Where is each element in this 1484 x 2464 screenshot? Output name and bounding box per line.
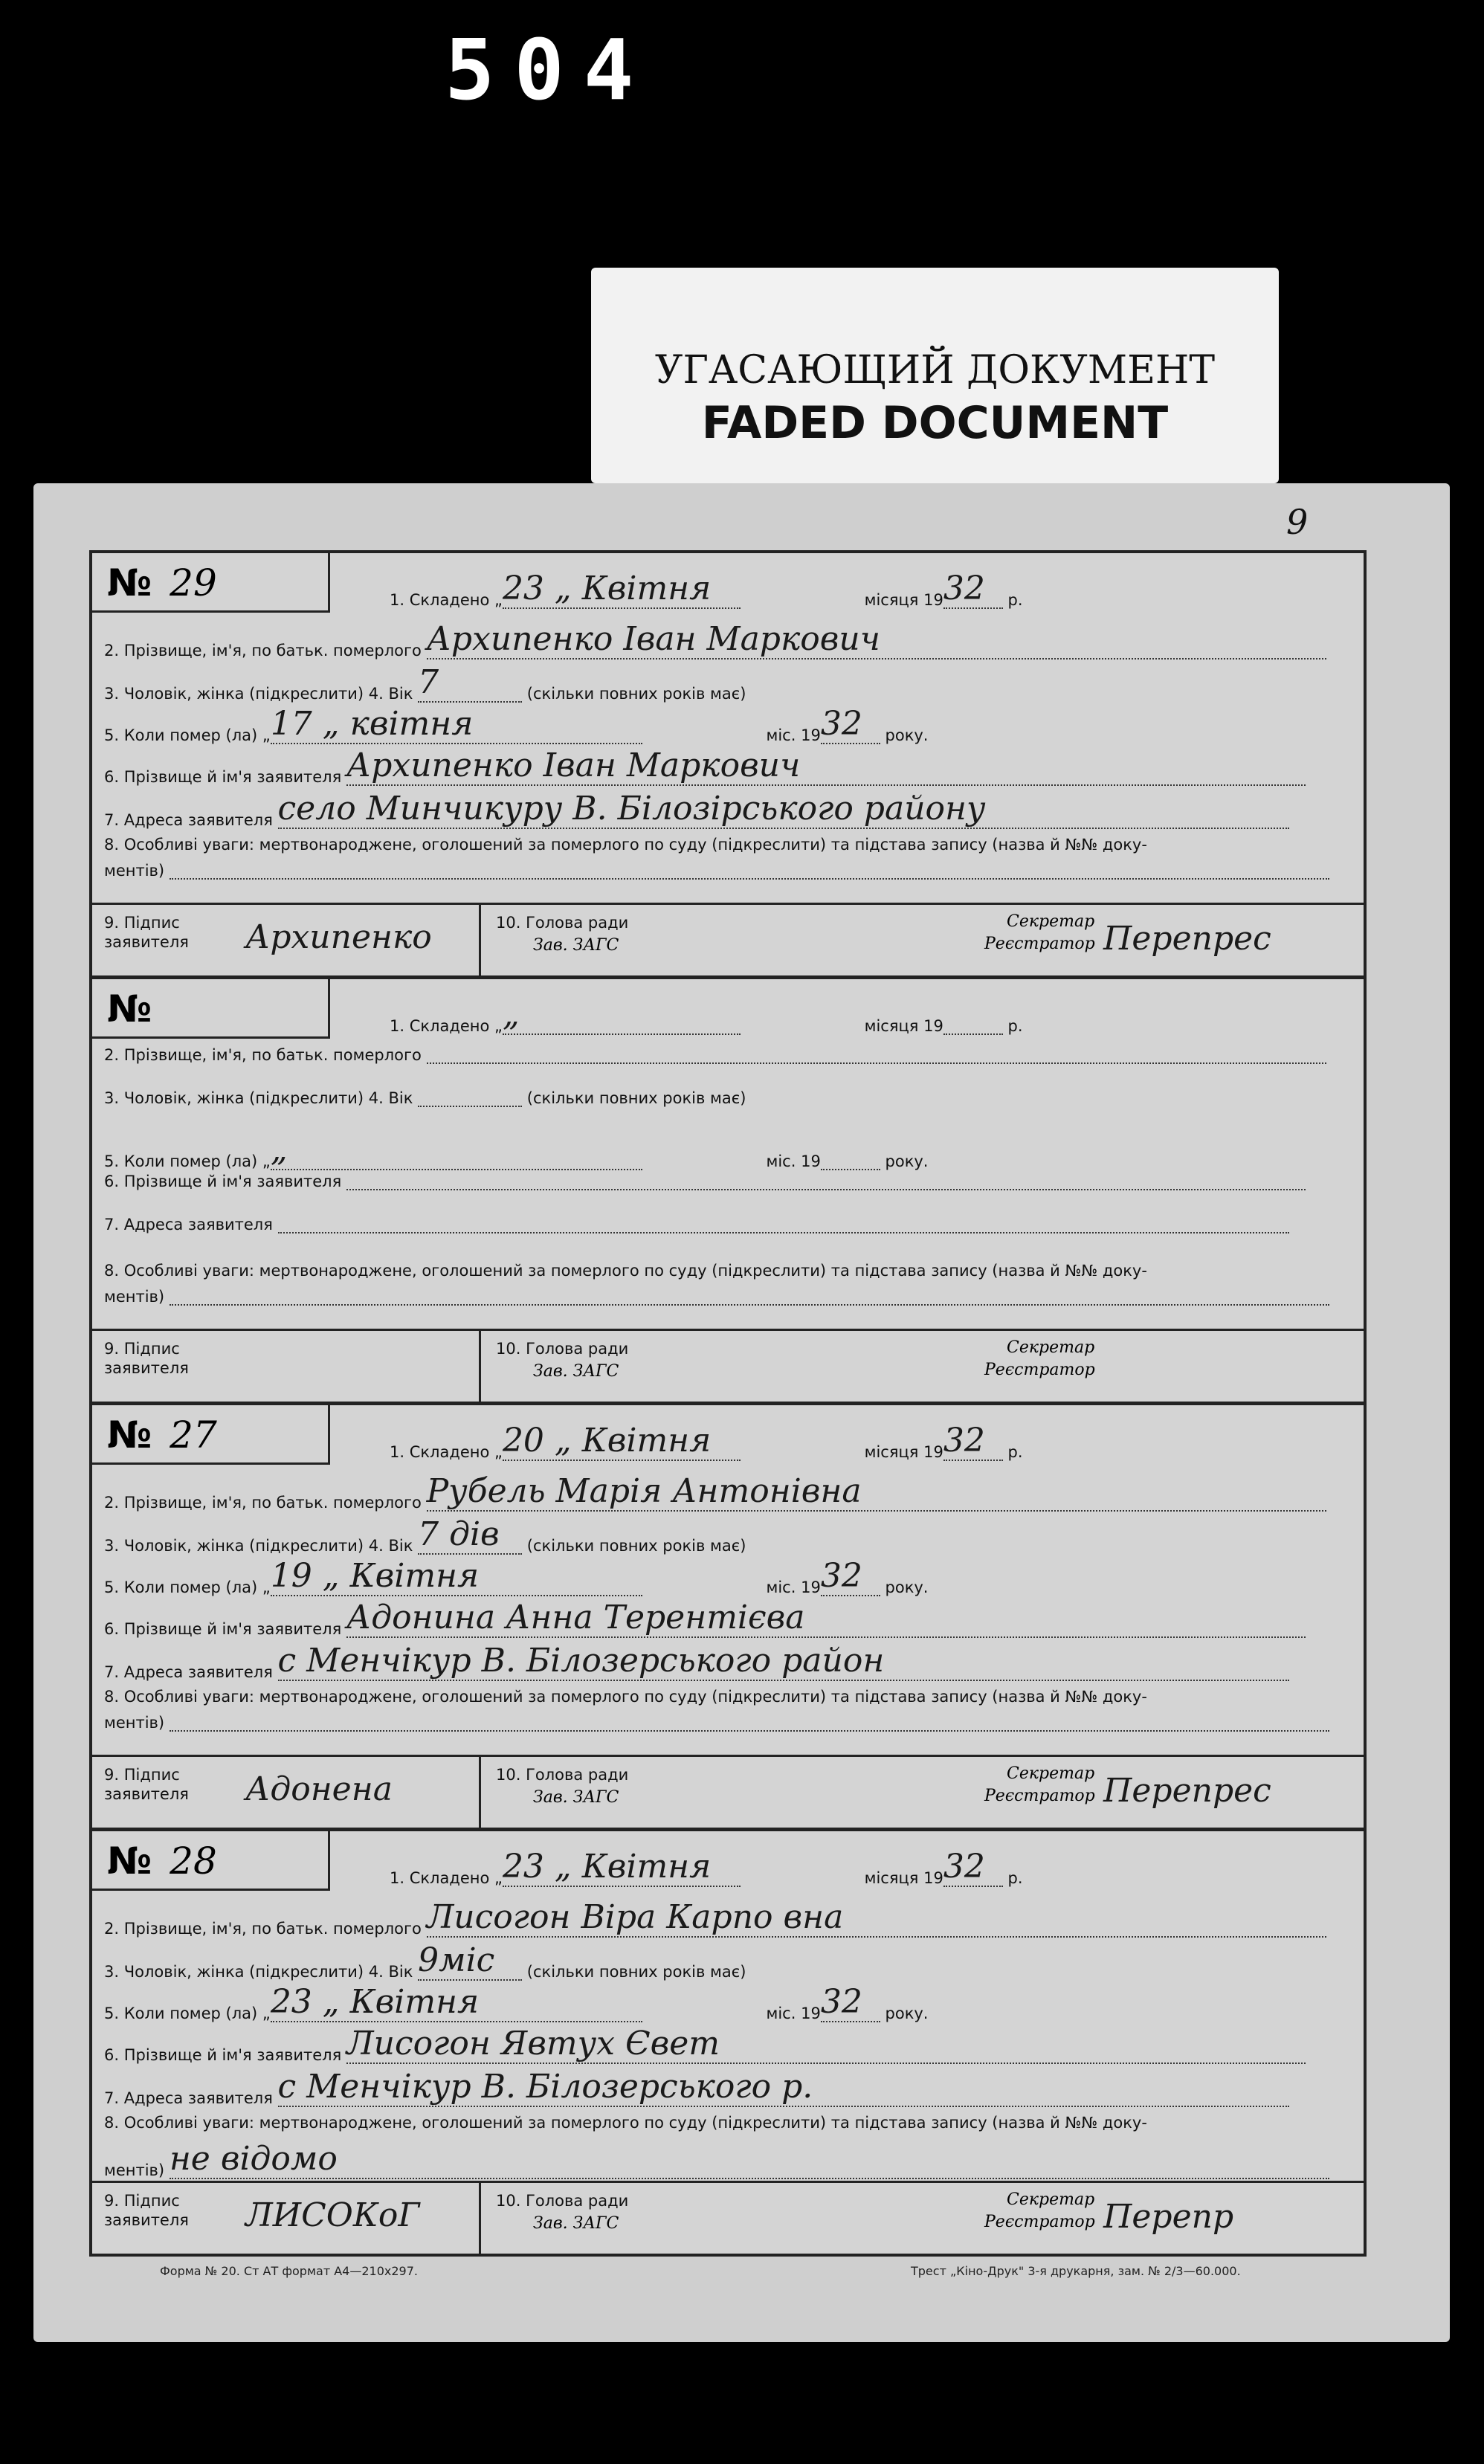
death-register-form (89, 550, 1367, 2257)
applicant-name (346, 1189, 1306, 1190)
faded-document-stamp (591, 268, 1279, 483)
compiled-date: „ (503, 996, 741, 1035)
row-deceased-name: 2. Прізвище, ім'я, по батьк. померлого Лисогон Віра Карпо вна (104, 1898, 1352, 1938)
row-notes-cont: ментів) (104, 1714, 1352, 1732)
signature-row (92, 1329, 1364, 1402)
row-notes: 8. Особливі уваги: мертвонароджене, оголошений за померлого по суду (підкреслити) та підстава запису (назва й №№ доку- (104, 836, 1147, 854)
applicant-name: Адонина Анна Терентієва (346, 1599, 1306, 1638)
deceased-name (427, 1062, 1326, 1064)
record-number: 28 (170, 1839, 217, 1883)
compiled-year: 32 (943, 1848, 1003, 1887)
death-record (92, 1831, 1364, 2254)
death-date: 17 „ квітня (271, 705, 642, 744)
registrar-signature-cell: Секретар Реєстратор Перепрес (984, 1764, 1271, 1810)
applicant-signature: ЛИСОКоГ (245, 2196, 420, 2234)
registrar-signature: Перепр (1103, 2198, 1234, 2236)
applicant-address (278, 1232, 1289, 1233)
compiled-date: 20 „ Квітня (503, 1422, 741, 1461)
row-notes-cont: ментів) (104, 862, 1352, 880)
registrar-signature-cell: Секретар Реєстратор Перепрес (984, 912, 1271, 958)
notes-value: не відомо (170, 2140, 1329, 2179)
record-number-box: № 29 (92, 553, 330, 613)
row-deceased-name: 2. Прізвище, ім'я, по батьк. померлого Рубель Марія Антонівна (104, 1472, 1352, 1512)
row-address: 7. Адреса заявителя с Менчікур В. Білозерського район (104, 1642, 1352, 1681)
row-notes-cont: ментів) не відомо (104, 2140, 1352, 2179)
frame-number: 504 (445, 22, 654, 119)
applicant-address: село Минчикуру В. Білозірського району (278, 790, 1289, 829)
deceased-name: Архипенко Іван Маркович (427, 620, 1326, 659)
signature-row (92, 1755, 1364, 1828)
death-year (821, 1169, 880, 1170)
death-year: 32 (821, 1557, 880, 1596)
stamp-english: FADED DOCUMENT (701, 397, 1169, 449)
applicant-signature: Архипенко (245, 918, 432, 956)
notes-value (170, 878, 1329, 880)
death-date: „ (271, 1131, 642, 1170)
row-date-of-death: 5. Коли помер (ла) „23 „ Квітня міс. 1932 року. (104, 1983, 929, 2022)
registrar-signature-cell: Секретар Реєстратор Перепр (984, 2190, 1234, 2236)
compiled-date: 23 „ Квітня (503, 1848, 741, 1887)
row-compiled: 1. Складено „„ місяця 19 р. (390, 996, 1023, 1035)
compiled-year: 32 (943, 570, 1003, 609)
compiled-year: 32 (943, 1422, 1003, 1461)
record-number-box: № 28 (92, 1831, 330, 1891)
registrar-signature: Перепрес (1103, 1772, 1271, 1810)
death-record (92, 979, 1364, 1405)
applicant-signature-cell: 9. Підпис заявителя (104, 1340, 189, 1377)
death-date: 19 „ Квітня (271, 1557, 642, 1596)
row-address: 7. Адреса заявителя с Менчікур В. Білозерського р. (104, 2068, 1352, 2107)
registrar-signature: Перепрес (1103, 920, 1271, 958)
row-notes: 8. Особливі уваги: мертвонароджене, оголошений за померлого по суду (підкреслити) та підстава запису (назва й №№ доку- (104, 1262, 1147, 1280)
row-sex-age: 3. Чоловік, жінка (підкреслити) 4. Вік 7 дів (скільки повних років має) (104, 1515, 746, 1555)
notes-value (170, 1730, 1329, 1732)
applicant-name: Лисогон Явтух Євет (346, 2025, 1306, 2064)
footer-printer-info: Трест „Кіно-Друк" 3-я друкарня, зам. № 2/3—60.000. (911, 2264, 1241, 2278)
applicant-signature-cell: 9. Підпис заявителя Архипенко (104, 914, 432, 956)
row-address: 7. Адреса заявителя (104, 1216, 1352, 1233)
footer-form-info: Форма № 20. Ст АТ формат А4—210х297. (160, 2264, 418, 2278)
row-notes: 8. Особливі уваги: мертвонароджене, оголошений за померлого по суду (підкреслити) та підстава запису (назва й №№ доку- (104, 1688, 1147, 1706)
row-sex-age: 3. Чоловік, жінка (підкреслити) 4. Вік (скільки повних років має) (104, 1089, 746, 1107)
row-date-of-death: 5. Коли помер (ла) „„ міс. 19 року. (104, 1131, 929, 1170)
applicant-name: Архипенко Іван Маркович (346, 746, 1306, 786)
applicant-address: с Менчікур В. Білозерського р. (278, 2068, 1289, 2107)
row-date-of-death: 5. Коли помер (ла) „19 „ Квітня міс. 1932 року. (104, 1557, 929, 1596)
deceased-name: Лисогон Віра Карпо вна (427, 1898, 1326, 1938)
row-compiled: 1. Складено „20 „ Квітня місяця 1932 р. (390, 1422, 1023, 1461)
signature-row (92, 903, 1364, 975)
record-number-box: № (92, 979, 330, 1039)
row-address: 7. Адреса заявителя село Минчикуру В. Білозірського району (104, 790, 1352, 829)
deceased-name: Рубель Марія Антонівна (427, 1472, 1326, 1512)
head-signature-cell: 10. Голова ради Зав. ЗАГС (479, 905, 957, 975)
row-applicant: 6. Прізвище й ім'я заявителя Архипенко Іван Маркович (104, 746, 1352, 786)
row-notes-cont: ментів) (104, 1288, 1352, 1306)
death-record (92, 553, 1364, 979)
page-number: 9 (1286, 502, 1309, 542)
registrar-signature-cell: Секретар Реєстратор (984, 1338, 1095, 1379)
deceased-age: 9міс (418, 1941, 522, 1981)
signature-row (92, 2181, 1364, 2254)
record-number: 29 (170, 561, 217, 604)
row-applicant: 6. Прізвище й ім'я заявителя Лисогон Явтух Євет (104, 2025, 1352, 2064)
compiled-date: 23 „ Квітня (503, 570, 741, 609)
death-record (92, 1405, 1364, 1831)
stamp-russian: УГАСАЮЩИЙ ДОКУМЕНТ (654, 348, 1216, 393)
row-date-of-death: 5. Коли помер (ла) „17 „ квітня міс. 1932 року. (104, 705, 929, 744)
row-deceased-name: 2. Прізвище, ім'я, по батьк. померлого Архипенко Іван Маркович (104, 620, 1352, 659)
record-number: 27 (170, 1413, 217, 1457)
death-date: 23 „ Квітня (271, 1983, 642, 2022)
row-sex-age: 3. Чоловік, жінка (підкреслити) 4. Вік 9міс (скільки повних років має) (104, 1941, 746, 1981)
head-signature-cell: 10. Голова ради Зав. ЗАГС (479, 2183, 957, 2254)
record-number-box: № 27 (92, 1405, 330, 1465)
row-applicant: 6. Прізвище й ім'я заявителя (104, 1173, 1352, 1190)
row-applicant: 6. Прізвище й ім'я заявителя Адонина Анна Терентієва (104, 1599, 1352, 1638)
row-notes: 8. Особливі уваги: мертвонароджене, оголошений за померлого по суду (підкреслити) та підстава запису (назва й №№ доку- (104, 2114, 1147, 2132)
deceased-age (418, 1106, 522, 1107)
death-year: 32 (821, 1983, 880, 2022)
applicant-signature: Адонена (245, 1770, 393, 1808)
applicant-signature-cell: 9. Підпис заявителя Адонена (104, 1766, 393, 1808)
compiled-year (943, 1033, 1003, 1035)
deceased-age: 7 (418, 663, 522, 703)
applicant-signature-cell: 9. Підпис заявителя ЛИСОКоГ (104, 2192, 420, 2234)
death-year: 32 (821, 705, 880, 744)
row-sex-age: 3. Чоловік, жінка (підкреслити) 4. Вік 7 (скільки повних років має) (104, 663, 746, 703)
head-signature-cell: 10. Голова ради Зав. ЗАГС (479, 1757, 957, 1828)
row-compiled: 1. Складено „23 „ Квітня місяця 1932 р. (390, 1848, 1023, 1887)
head-signature-cell: 10. Голова ради Зав. ЗАГС (479, 1331, 957, 1402)
row-compiled: 1. Складено „23 „ Квітня місяця 1932 р. (390, 570, 1023, 609)
notes-value (170, 1304, 1329, 1306)
row-deceased-name: 2. Прізвище, ім'я, по батьк. померлого (104, 1046, 1352, 1064)
applicant-address: с Менчікур В. Білозерського район (278, 1642, 1289, 1681)
deceased-age: 7 дів (418, 1515, 522, 1555)
